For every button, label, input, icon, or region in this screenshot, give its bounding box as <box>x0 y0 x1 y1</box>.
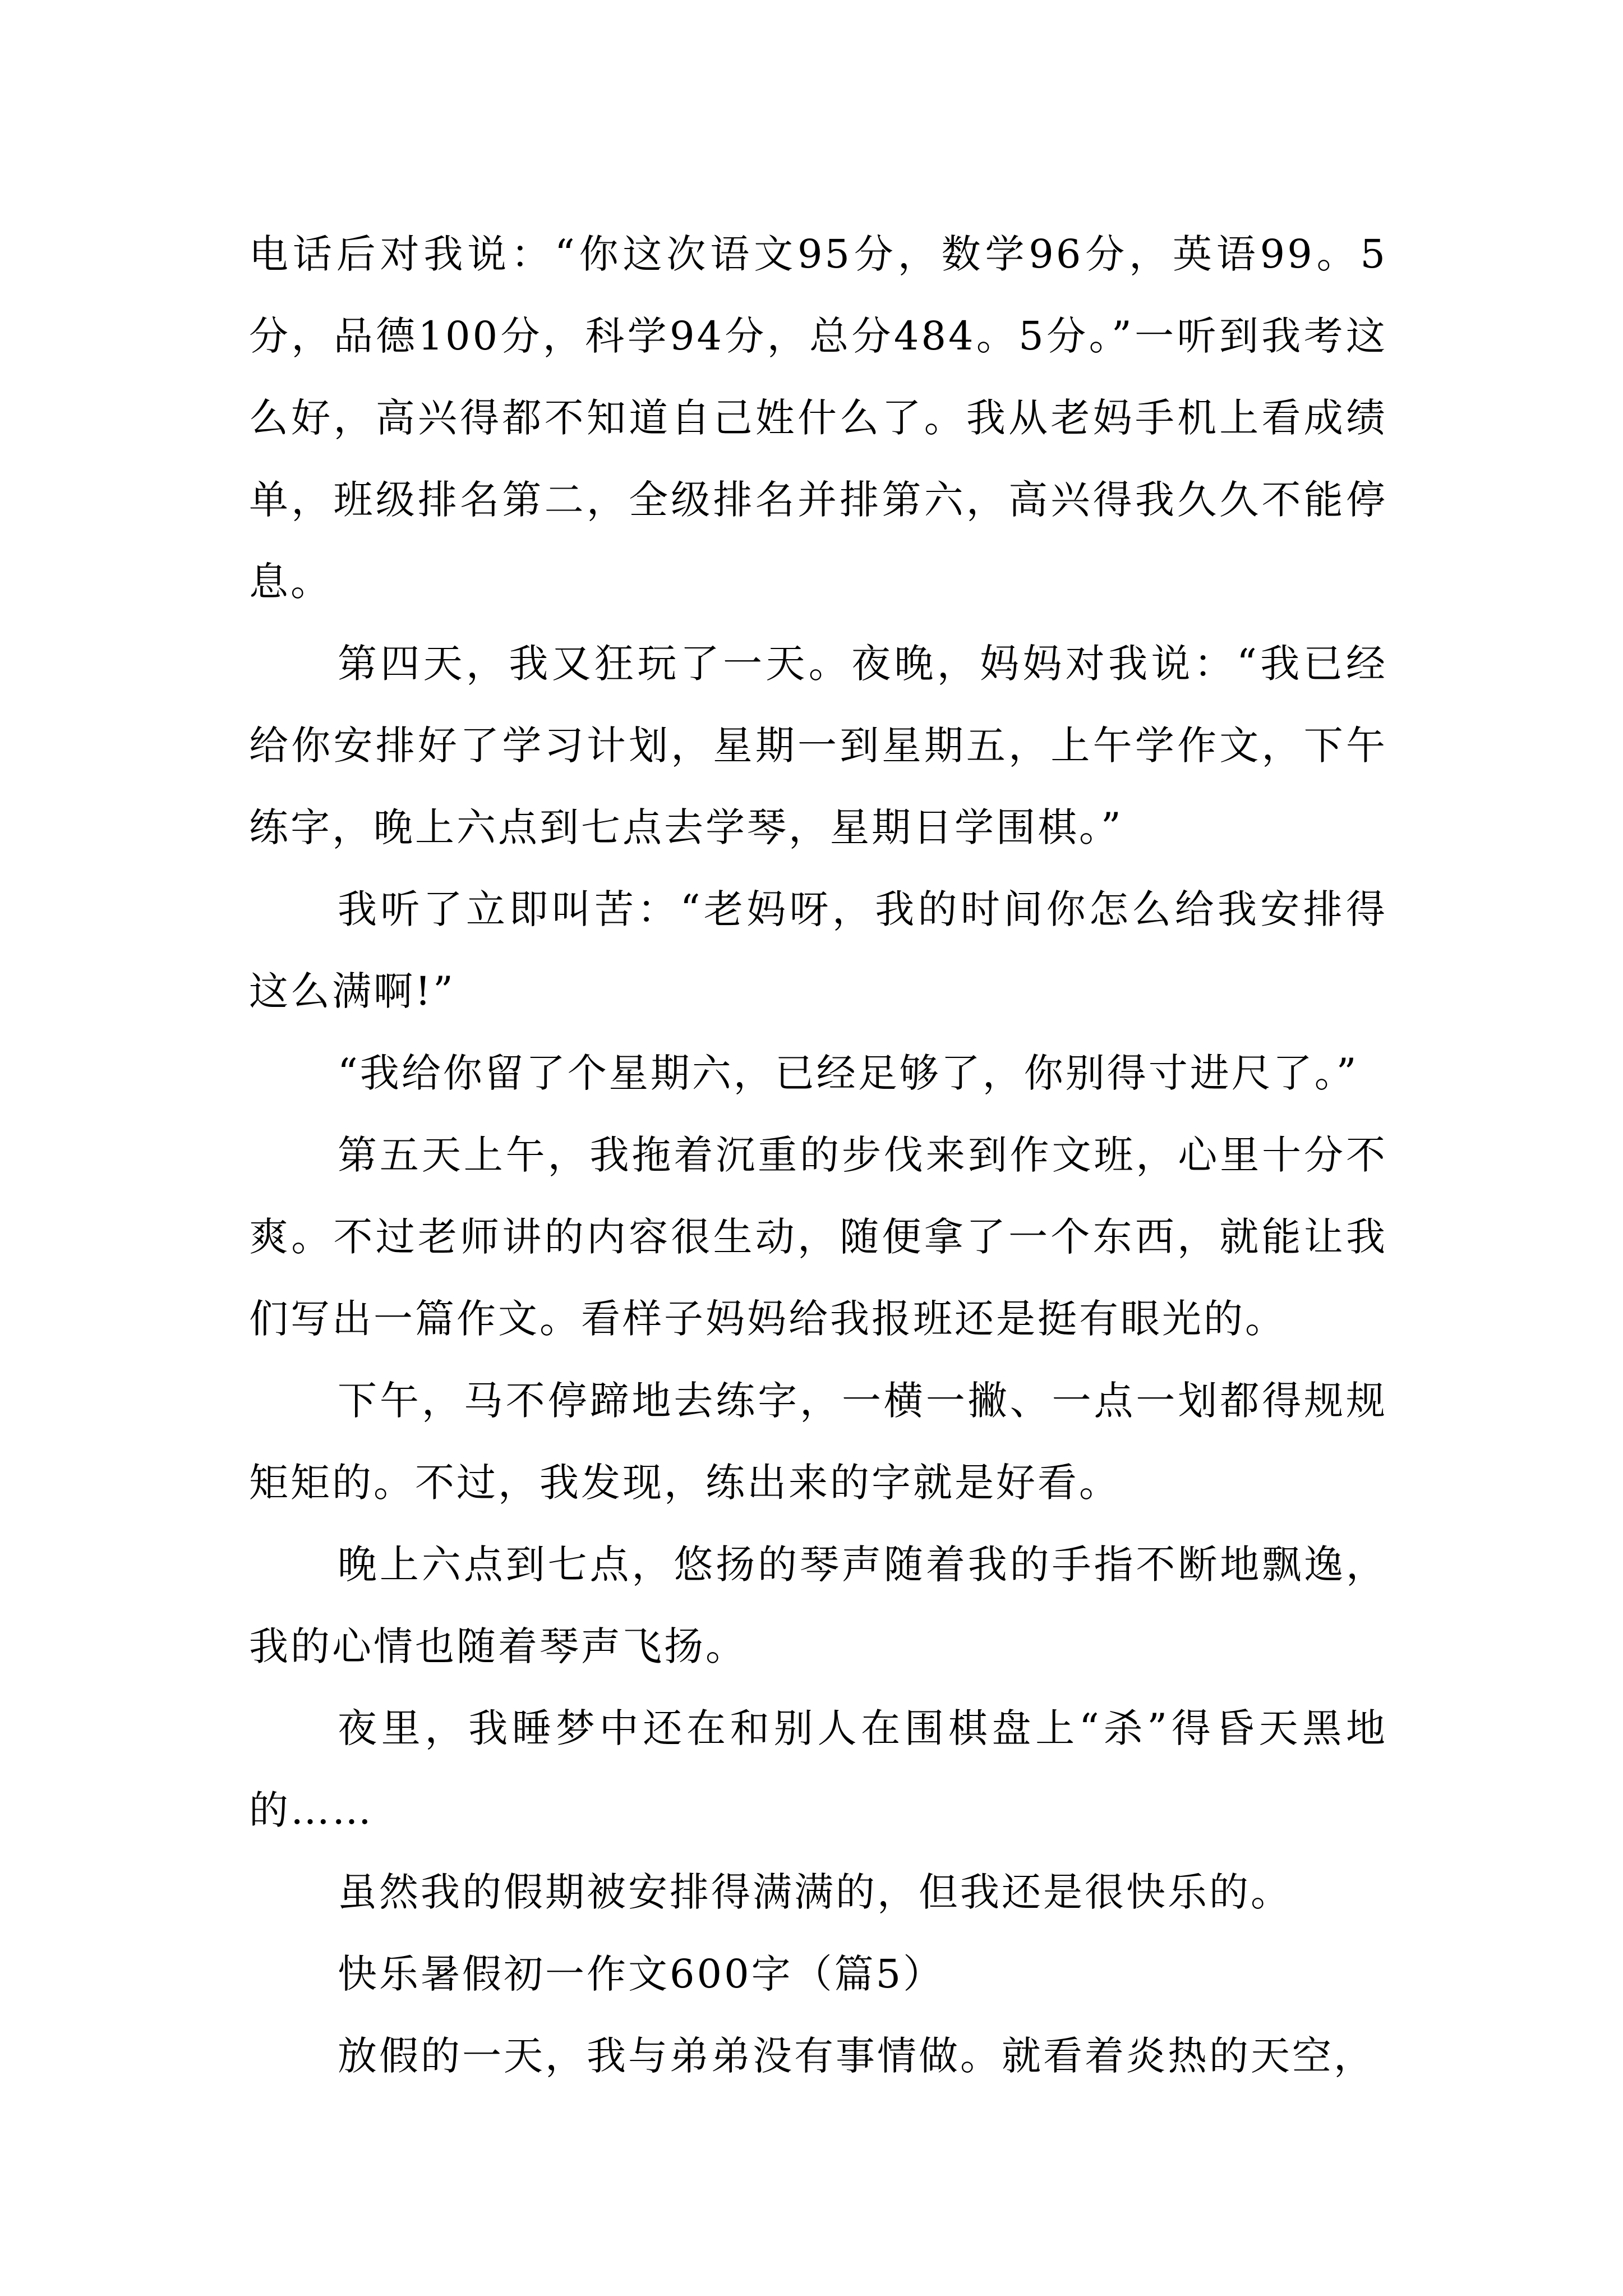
section-heading: 快乐暑假初一作文600字（篇5） <box>338 1951 945 1997</box>
paragraph-mom-reply: “我给你留了个星期六，已经足够了，你别得寸进尺了。” <box>338 1050 1359 1096</box>
paragraph-afternoon-calligraphy: 下午，马不停蹄地去练字，一横一撇、一点一划都得规规矩矩的。不过，我发现，练出来的字就是好看。 <box>249 1378 1387 1506</box>
document-body <box>249 213 1387 2097</box>
paragraph-night-go: 夜里，我睡梦中还在和别人在围棋盘上“杀”得昏天黑地的…… <box>249 1705 1387 1833</box>
paragraph-conclusion: 虽然我的假期被安排得满满的，但我还是很快乐的。 <box>338 1869 1292 1915</box>
paragraph-evening-piano: 晚上六点到七点，悠扬的琴声随着我的手指不断地飘逸，我的心情也随着琴声飞扬。 <box>249 1542 1387 1669</box>
paragraph-complaint: 我听了立即叫苦：“老妈呀，我的时间你怎么给我安排得这么满啊!” <box>249 886 1387 1014</box>
paragraph-day-four: 第四天，我又狂玩了一天。夜晚，妈妈对我说：“我已经给你安排好了学习计划，星期一到星期五，上午学作文，下午练字，晚上六点到七点去学琴，星期日学围棋。” <box>249 641 1387 850</box>
paragraph-new-essay-start: 放假的一天，我与弟弟没有事情做。就看着炎热的天空， <box>338 2033 1375 2079</box>
paragraph-day-five-morning: 第五天上午，我拖着沉重的步伐来到作文班，心里十分不爽。不过老师讲的内容很生动，随便拿了一个东西，就能让我们写出一篇作文。看样子妈妈给我报班还是挺有眼光的。 <box>249 1132 1387 1342</box>
paragraph-exam-scores: 电话后对我说：“你这次语文95分，数学96分，英语99。5分，品德100分，科学94分，总分484。5分。”一听到我考这么好，高兴得都不知道自己姓什么了。我从老妈手机上看成绩单，班级排名第二，全级排名并排第六，高兴得我久久不能停息。 <box>249 231 1387 605</box>
